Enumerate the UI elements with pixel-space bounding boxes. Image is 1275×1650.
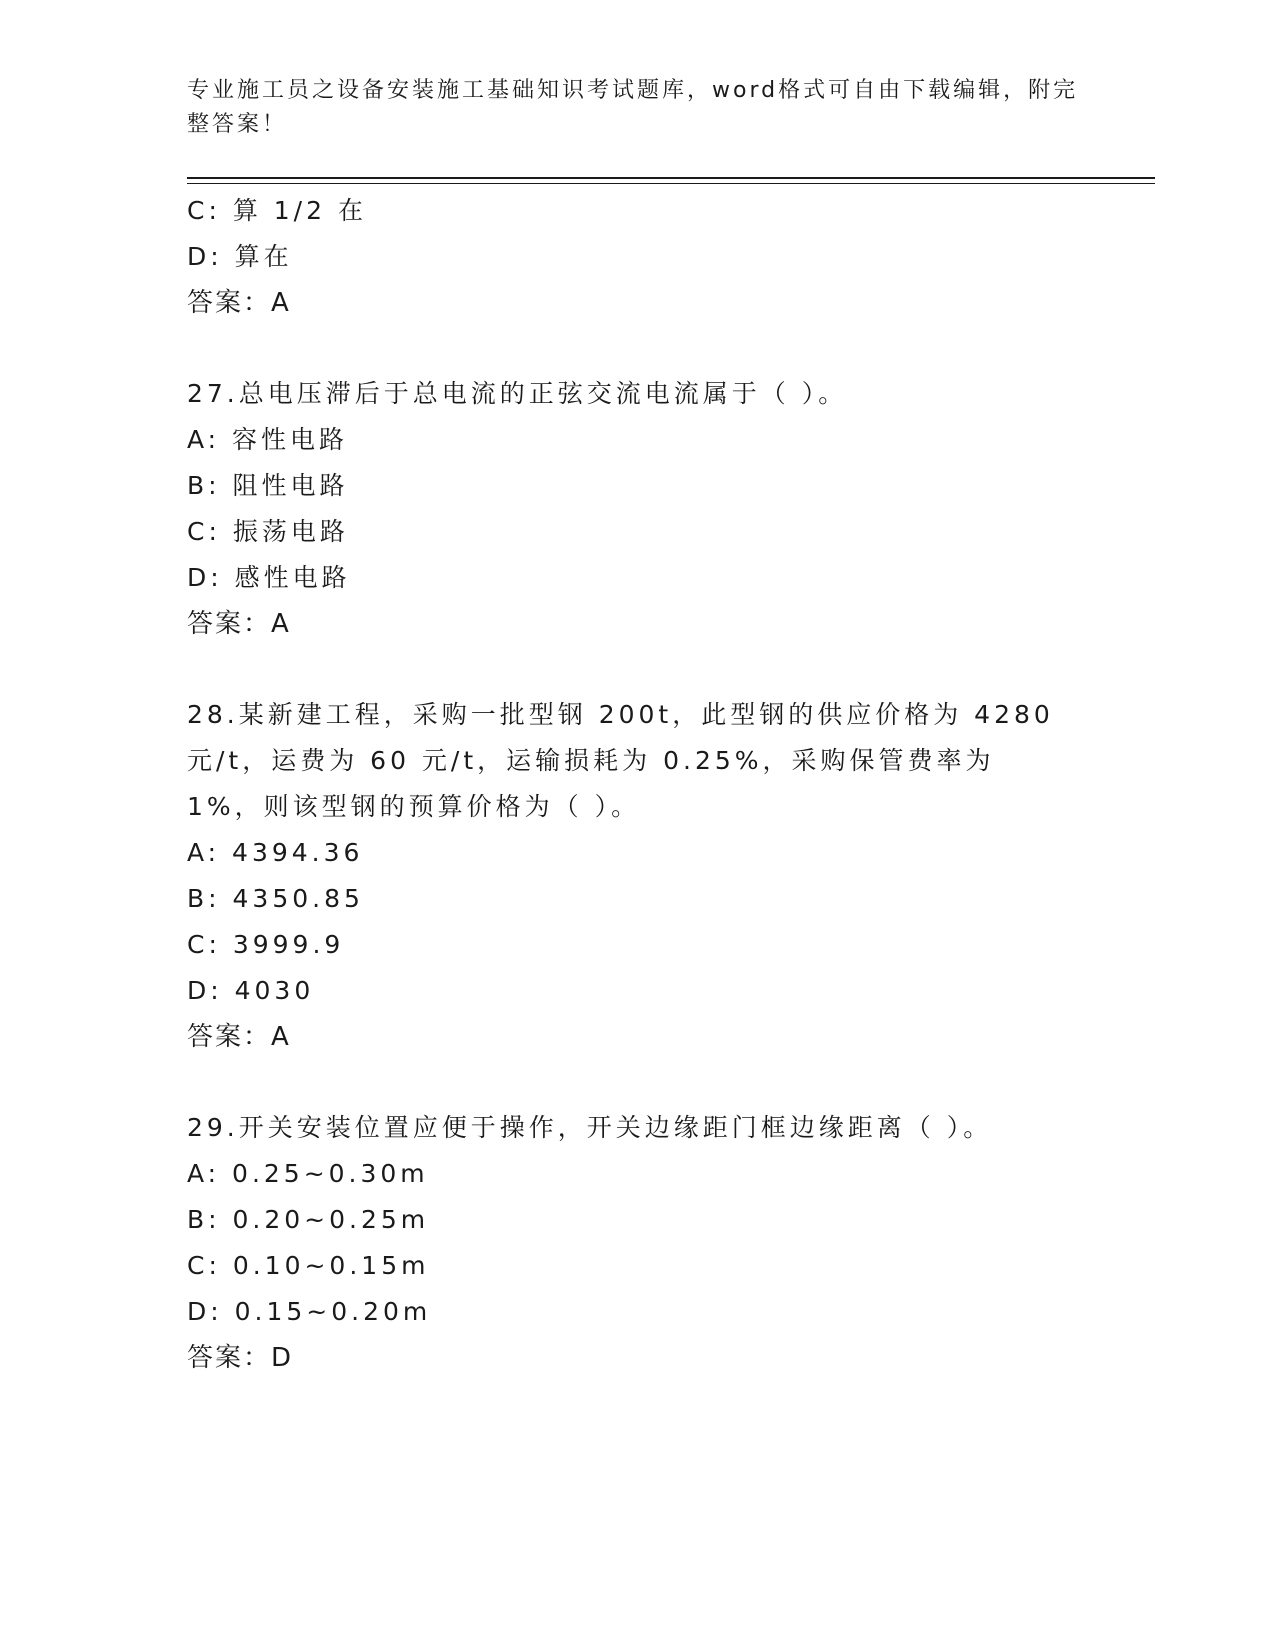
option-d: D: 算在 <box>187 242 293 271</box>
question-text: 27.总电压滞后于总电流的正弦交流电流属于（ ）。 <box>187 379 848 408</box>
option-d: D: 4030 <box>187 976 315 1005</box>
question-block-prev <box>187 188 1087 326</box>
option-b: B: 阻性电路 <box>187 471 349 500</box>
answer-line: 答案：A <box>187 609 291 639</box>
question-text: 29.开关安装位置应便于操作，开关边缘距门框边缘距离（ ）。 <box>187 1113 993 1142</box>
option-b: B: 0.20~0.25m <box>187 1205 430 1234</box>
option-c: C: 0.10~0.15m <box>187 1251 430 1280</box>
question-block-29 <box>187 1105 1087 1381</box>
option-d: D: 感性电路 <box>187 563 351 592</box>
question-text: 28.某新建工程，采购一批型钢 200t，此型钢的供应价格为 4280 元/t，运费为 60 元/t，运输损耗为 0.25%，采购保管费率为 1%，则该型钢的预算价格为（ ）。 <box>187 700 1054 821</box>
option-d: D: 0.15~0.20m <box>187 1297 432 1326</box>
document-body <box>187 188 1087 1381</box>
header-divider-thin <box>187 183 1155 184</box>
option-b: B: 4350.85 <box>187 884 364 913</box>
answer-line: 答案：A <box>187 288 291 318</box>
answer-line: 答案：A <box>187 1022 291 1052</box>
spacer <box>187 647 1087 692</box>
spacer <box>187 326 1087 371</box>
option-c: C: 算 1/2 在 <box>187 196 367 225</box>
option-a: A: 4394.36 <box>187 838 364 867</box>
header-divider-thick <box>187 177 1155 179</box>
option-c: C: 3999.9 <box>187 930 345 959</box>
option-a: A: 容性电路 <box>187 425 349 454</box>
question-block-28 <box>187 692 1087 1060</box>
document-header: 专业施工员之设备安装施工基础知识考试题库，word格式可自由下载编辑，附完整答案！ <box>187 78 1079 137</box>
option-c: C: 振荡电路 <box>187 517 349 546</box>
option-a: A: 0.25~0.30m <box>187 1159 429 1188</box>
spacer <box>187 1060 1087 1105</box>
answer-line: 答案：D <box>187 1343 294 1373</box>
question-block-27 <box>187 371 1087 647</box>
